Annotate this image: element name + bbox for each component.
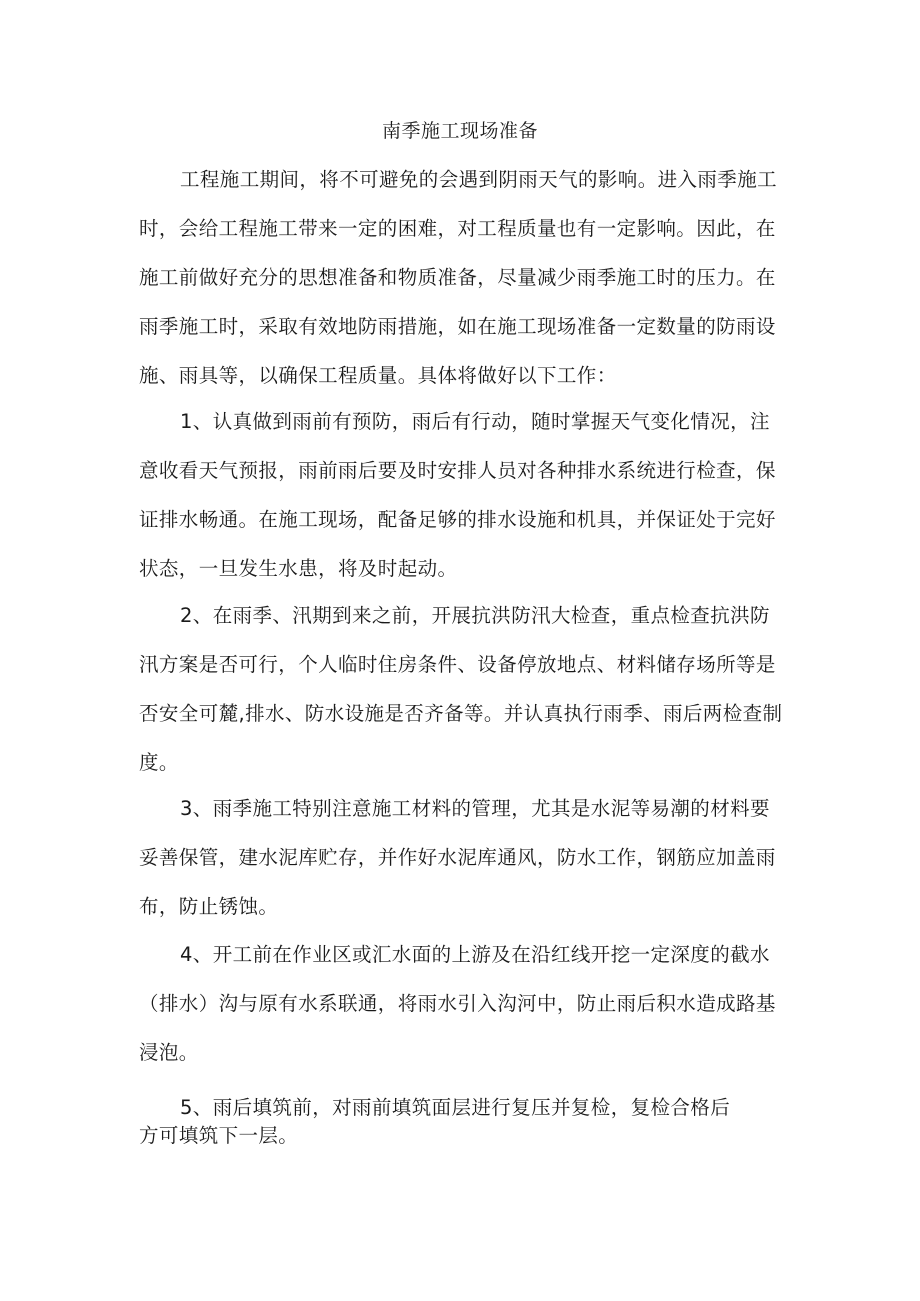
paragraph-line: 施、雨具等，以确保工程质量。具体将做好以下工作： bbox=[139, 364, 617, 387]
paragraph-line: 证排水畅通。在施工现场，配备足够的排水设施和机具，并保证处于完好 bbox=[139, 508, 776, 531]
paragraph-line: 5、雨后填筑前，对雨前填筑面层进行复压并复检，复检合格后 bbox=[180, 1096, 731, 1119]
paragraph-line: （排水）沟与原有水系联通，将雨水引入沟河中，防止雨后积水造成路基 bbox=[139, 992, 776, 1015]
paragraph-item-3 bbox=[139, 784, 779, 931]
paragraph-line: 意收看天气预报，雨前雨后要及时安排人员对各种排水系统进行检查，保 bbox=[139, 459, 776, 482]
paragraph-line: 3、雨季施工特别注意施工材料的管理，尤其是水泥等易潮的材料要 bbox=[180, 797, 770, 820]
paragraph-line: 2、在雨季、汛期到来之前，开展抗洪防汛大检查，重点检查抗洪防 bbox=[180, 604, 770, 627]
paragraph-intro bbox=[139, 155, 779, 400]
paragraph-line: 浸泡。 bbox=[139, 1041, 199, 1064]
paragraph-line: 否安全可麓,排水、防水设施是否齐备等。并认真执行雨季、雨后两检查制 bbox=[139, 702, 783, 725]
paragraph-line: 施工前做好充分的思想准备和物质准备，尽量减少雨季施工时的压力。在 bbox=[139, 266, 776, 289]
paragraph-line: 1、认真做到雨前有预防，雨后有行动，随时掌握天气变化情况，注 bbox=[180, 410, 770, 433]
paragraph-item-1 bbox=[139, 397, 779, 593]
paragraph-line: 汛方案是否可行，个人临时住房条件、设备停放地点、材料储存场所等是 bbox=[139, 653, 776, 676]
paragraph-line: 雨季施工时，采取有效地防雨措施，如在施工现场准备一定数量的防雨设 bbox=[139, 315, 776, 338]
paragraph-line: 4、开工前在作业区或汇水面的上游及在沿红线开挖一定深度的截水 bbox=[180, 943, 770, 966]
paragraph-line: 工程施工期间，将不可避免的会遇到阴雨天气的影响。进入雨季施工 bbox=[180, 168, 778, 191]
paragraph-line: 妥善保管，建水泥库贮存，并作好水泥库通风，防水工作，钢筋应加盖雨 bbox=[139, 846, 776, 869]
paragraph-line: 方可填筑下一层。 bbox=[139, 1124, 299, 1147]
paragraph-line: 状态，一旦发生水患，将及时起动。 bbox=[139, 557, 458, 580]
document-title: 南季施工现场准备 bbox=[381, 120, 538, 142]
paragraph-line: 时，会给工程施工带来一定的困难，对工程质量也有一定影响。因此，在 bbox=[139, 217, 776, 240]
paragraph-line: 布，防止锈蚀。 bbox=[139, 895, 279, 918]
paragraph-item-4 bbox=[139, 930, 779, 1077]
paragraph-line: 度。 bbox=[139, 751, 179, 774]
paragraph-item-5 bbox=[139, 1094, 779, 1150]
paragraph-item-2 bbox=[139, 591, 783, 787]
